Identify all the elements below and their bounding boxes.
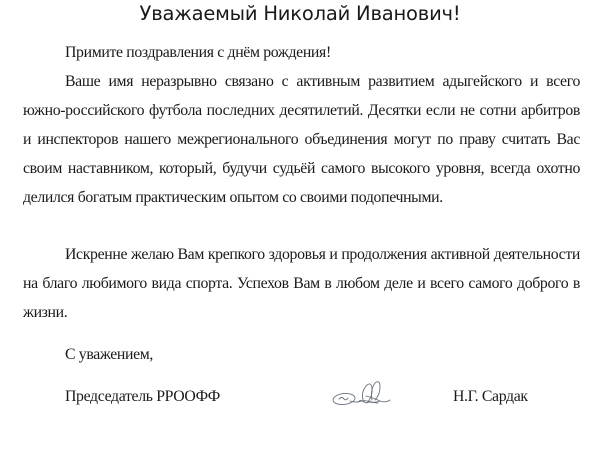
salutation-heading: Уважаемый Николай Иванович! (139, 2, 461, 25)
closing-phrase: С уважением, (65, 346, 154, 363)
paragraph-text: Искренне желаю Вам крепкого здоровья и продолжения активной деятельности на благо любимого вида спорта. Успехов Вам в любом деле и всего самого доброго в жизни. (23, 246, 580, 321)
paragraph-greeting (23, 38, 580, 67)
signer-title: Председатель РРООФФ (65, 388, 220, 405)
signature-icon (330, 372, 400, 412)
signature-block (0, 388, 600, 418)
paragraph-text: Примите поздравления с днём рождения! (65, 44, 331, 61)
paragraph-text: Ваше имя неразрывно связано с активным развитием адыгейского и всего южно-российского футбола последних десятилетий. Десятки если не сотни арбитров и инспекторов нашего межрегионального объединения могут по праву считать Вас своим наставником, который, будучи судьёй самого высокого уровня, всегда охотно делился богатым практическим опытом со своими подопечными. (23, 73, 580, 206)
paragraph-career (23, 67, 580, 212)
signer-name: Н.Г. Сардак (453, 388, 528, 405)
paragraph-wishes (23, 240, 580, 327)
